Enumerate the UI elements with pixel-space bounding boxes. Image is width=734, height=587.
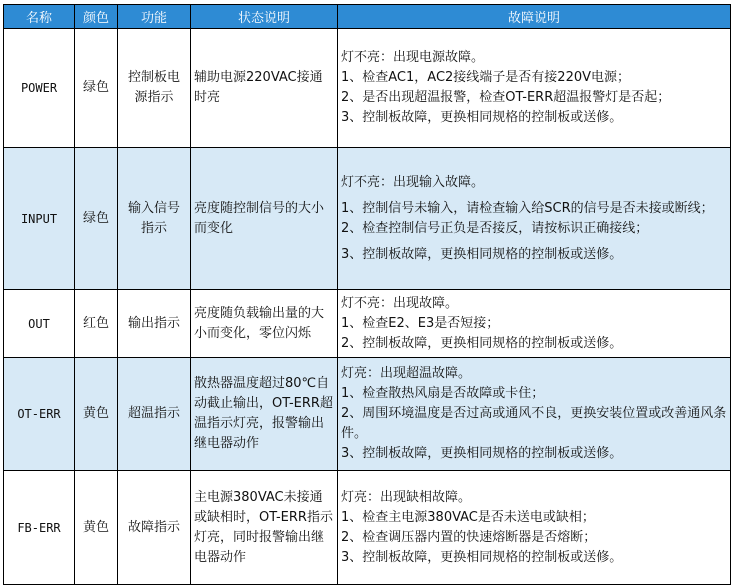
indicator-color: 红色 (75, 290, 118, 358)
indicator-status: 主电源380VAC未接通或缺相时，OT-ERR指示灯亮，同时报警输出继电器动作 (191, 471, 338, 585)
header-row (4, 5, 731, 29)
indicator-function: 输出指示 (118, 290, 191, 358)
fault-line: 2、检查控制信号正负是否接反，请按标识正确接线； (341, 220, 649, 236)
indicator-status: 辅助电源220VAC接通时亮 (191, 29, 338, 148)
fault-line: 1、检查AC1，AC2接线端子是否有接220V电源； (341, 70, 631, 85)
led-indicator-table (3, 4, 731, 585)
table-row (4, 471, 731, 585)
fault-line: 3、控制板故障，更换相同规格的控制板或送修。 (341, 446, 623, 461)
indicator-name: OUT (4, 290, 75, 358)
header-color: 颜色 (75, 5, 118, 29)
indicator-status: 亮度随负载输出量的大小而变化，零位闪烁 (191, 290, 338, 358)
indicator-color: 黄色 (75, 471, 118, 585)
indicator-name: INPUT (4, 148, 75, 290)
indicator-name: OT-ERR (4, 358, 75, 471)
fault-line: 灯不亮：出现电源故障。 (341, 50, 485, 65)
fault-line: 灯不亮：出现故障。 (341, 295, 459, 311)
indicator-color: 黄色 (75, 358, 118, 471)
fault-line: 3、控制板故障，更换相同规格的控制板或送修。 (341, 110, 623, 125)
fault-line: 1、检查E2、E3是否短接； (341, 315, 500, 331)
indicator-fault (338, 148, 731, 290)
fault-line: 1、控制信号未输入，请检查输入给SCR的信号是否未接或断线； (341, 200, 714, 216)
indicator-color: 绿色 (75, 29, 118, 148)
indicator-color: 绿色 (75, 148, 118, 290)
fault-line: 灯亮：出现超温故障。 (341, 366, 472, 381)
fault-line: 1、检查散热风扇是否故障或卡住； (341, 386, 545, 401)
header-status: 状态说明 (191, 5, 338, 29)
header-name: 名称 (4, 5, 75, 29)
header-function: 功能 (118, 5, 191, 29)
fault-line: 灯不亮：出现输入故障。 (341, 174, 485, 190)
indicator-fault (338, 290, 731, 358)
indicator-function: 输入信号指示 (118, 148, 191, 290)
indicator-function: 超温指示 (118, 358, 191, 471)
indicator-fault (338, 29, 731, 148)
table-row (4, 148, 731, 290)
fault-line: 灯亮：出现缺相故障。 (341, 489, 472, 505)
table-row (4, 29, 731, 148)
indicator-fault (338, 471, 731, 585)
fault-line: 2、周围环境温度是否过高或通风不良，更换安装位置或改善通风条件。 (341, 406, 727, 441)
indicator-name: FB-ERR (4, 471, 75, 585)
table-row (4, 290, 731, 358)
indicator-name: POWER (4, 29, 75, 148)
indicator-status: 亮度随控制信号的大小而变化 (191, 148, 338, 290)
indicator-fault (338, 358, 731, 471)
fault-line: 3、控制板故障，更换相同规格的控制板或送修。 (341, 549, 623, 565)
indicator-function: 故障指示 (118, 471, 191, 585)
indicator-function: 控制板电源指示 (118, 29, 191, 148)
header-fault: 故障说明 (338, 5, 731, 29)
fault-line: 3、控制板故障，更换相同规格的控制板或送修。 (341, 246, 623, 262)
fault-line: 2、控制板故障，更换相同规格的控制板或送修。 (341, 335, 623, 351)
fault-line: 2、是否出现超温报警，检查OT-ERR超温报警灯是否起； (341, 90, 671, 105)
fault-line: 1、检查主电源380VAC是否未送电或缺相； (341, 509, 595, 525)
fault-line: 2、检查调压器内置的快速熔断器是否熔断； (341, 529, 597, 545)
indicator-status: 散热器温度超过80℃自动截止输出，OT-ERR超温指示灯亮，报警输出继电器动作 (191, 358, 338, 471)
table-row (4, 358, 731, 471)
